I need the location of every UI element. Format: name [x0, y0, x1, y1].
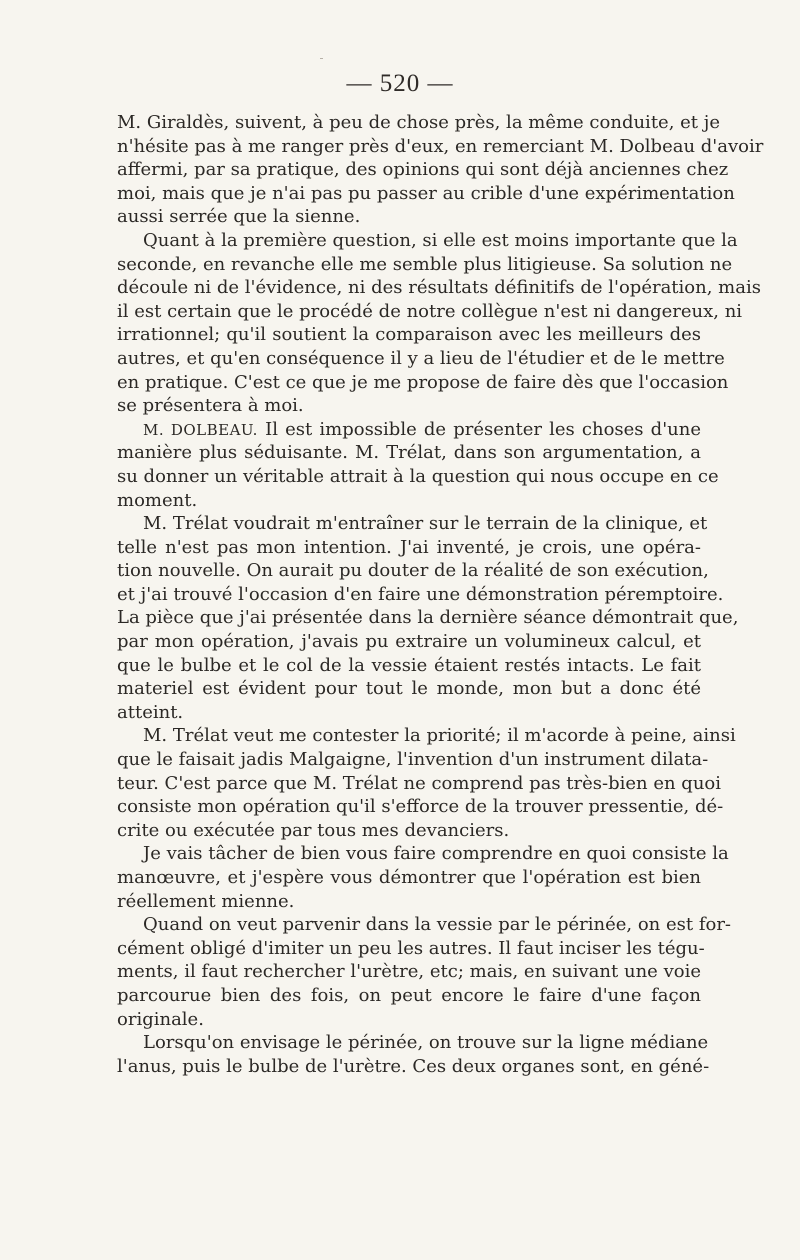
text-line: que le bulbe et le col de la vessie étaient restés intacts. Le fait [117, 654, 701, 676]
text-line: irrationnel; qu'il soutient la comparaison avec les meilleurs des [117, 324, 701, 346]
text-line: réellement mienne. [117, 890, 295, 912]
text-line: Quand on veut parvenir dans la vessie par le périnée, on est for- [143, 914, 732, 936]
page-number: — 520 — [346, 70, 454, 97]
text-line: manœuvre, et j'espère vous démontrer que l'opération est bien [117, 867, 701, 888]
text-line: ments, il faut rechercher l'urètre, etc; mais, en suivant une voie [117, 961, 701, 983]
text-line: et j'ai trouvé l'occasion d'en faire une démonstration péremptoire. [117, 583, 724, 605]
text-line: que le faisait jadis Malgaigne, l'invention d'un instrument dilata- [117, 749, 709, 771]
text-line: manière plus séduisante. M. Trélat, dans son argumentation, a [117, 442, 701, 464]
line-rest: Il est impossible de présenter les choses d'une [257, 418, 701, 440]
text-line: consiste mon opération qu'il s'efforce de la trouver pressentie, dé- [117, 796, 724, 818]
text-line: parcourue bien des fois, on peut encore le faire d'une façon [117, 984, 701, 1006]
text-line: cément obligé d'imiter un peu les autres. Il faut inciser les tégu- [117, 937, 705, 959]
text-line: se présentera à moi. [117, 395, 304, 417]
text-line: teur. C'est parce que M. Trélat ne comprend pas très-bien en quoi [117, 772, 722, 794]
paper-speck [320, 58, 323, 59]
text-line: atteint. [117, 701, 184, 723]
speaker-name: M. DOLBEAU. [143, 420, 258, 439]
text-line: autres, et qu'en conséquence il y a lieu de l'étudier et de le mettre [117, 347, 725, 369]
text-line: l'anus, puis le bulbe de l'urètre. Ces deux organes sont, en géné- [117, 1055, 710, 1077]
text-line: La pièce que j'ai présentée dans la dernière séance démontrait que, [117, 607, 739, 629]
text-line: Lorsqu'on envisage le périnée, on trouve sur la ligne médiane [143, 1032, 709, 1054]
text-line: par mon opération, j'avais pu extraire un volumineux calcul, et [117, 631, 701, 653]
text-line: crite ou exécutée par tous mes devanciers. [117, 819, 510, 841]
text-line: affermi, par sa pratique, des opinions qui sont déjà anciennes chez [117, 159, 729, 181]
text-line: M. Trélat voudrait m'entraîner sur le terrain de la clinique, et [143, 513, 708, 535]
text-line: su donner un véritable attrait à la question qui nous occupe en ce [117, 465, 719, 487]
text-line: découle ni de l'évidence, ni des résultats définitifs de l'opération, mais [117, 277, 761, 299]
text-line: aussi serrée que la sienne. [117, 206, 361, 228]
text-line: il est certain que le procédé de notre collègue n'est ni dangereux, ni [117, 300, 743, 322]
text-line: n'hésite pas à me ranger près d'eux, en remerciant M. Dolbeau d'avoir [117, 135, 764, 157]
text-line: en pratique. C'est ce que je me propose de faire dès que l'occasion [117, 371, 729, 393]
text-line: seconde, en revanche elle me semble plus litigieuse. Sa solution ne [117, 253, 733, 275]
text-line: tion nouvelle. On aurait pu douter de la réalité de son exécution, [117, 560, 709, 582]
text-line [117, 418, 701, 442]
text-line: Quant à la première question, si elle est moins importante que la [143, 229, 738, 251]
text-line: telle n'est pas mon intention. J'ai inventé, je crois, une opéra- [117, 536, 701, 558]
text-line: M. Giraldès, suivent, à peu de chose près, la même conduite, et je [117, 112, 720, 133]
body-text [117, 111, 764, 1078]
text-line: materiel est évident pour tout le monde, mon but a donc été [117, 678, 701, 700]
text-line: M. Trélat veut me contester la priorité; il m'acorde à peine, ainsi [143, 725, 736, 747]
text-line: Je vais tâcher de bien vous faire comprendre en quoi consiste la [143, 843, 729, 865]
text-line: originale. [117, 1008, 204, 1030]
text-line: moment. [117, 489, 198, 511]
text-line: moi, mais que je n'ai pas pu passer au crible d'une expérimentation [117, 182, 735, 204]
